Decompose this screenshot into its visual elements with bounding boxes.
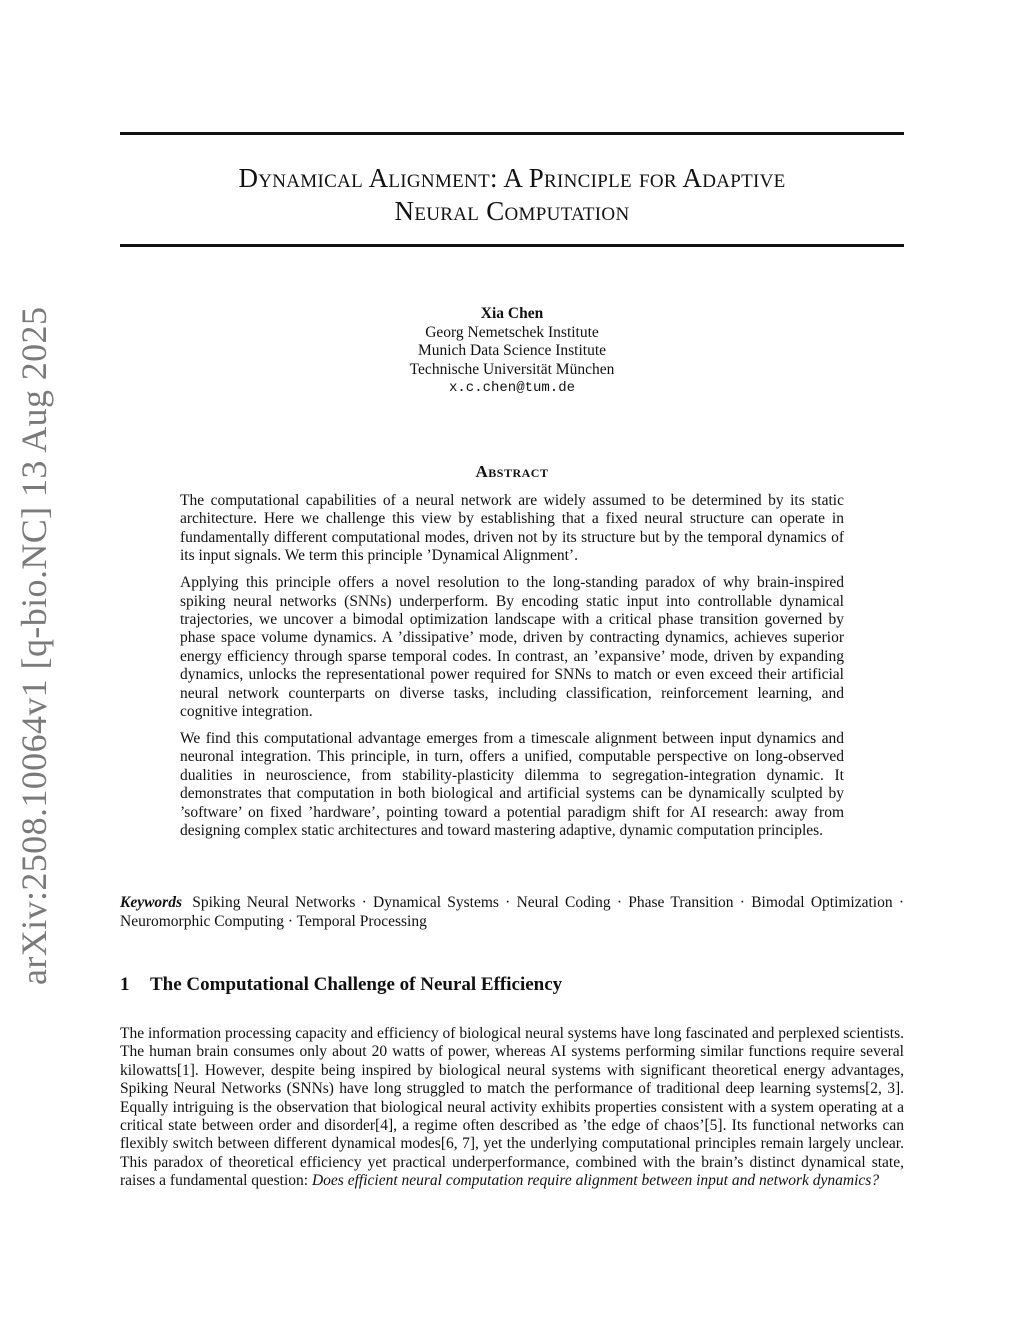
paper-title-line-1: Dynamical Alignment: A Principle for Adaptive bbox=[238, 163, 786, 193]
abstract-paragraph: The computational capabilities of a neural network are widely assumed to be determined by its static architecture. Here we challenge this view by establishing that a fixed neural structure can operate in fundamentally different computational modes, driven not by its structure but by the temporal dynamics of its input signals. We term this principle ’Dynamical Alignment’. bbox=[180, 492, 844, 565]
body-text: The information processing capacity and efficiency of biological neural systems have long fascinated and perplexed scientists. The human brain consumes only about 20 watts of power, whereas AI systems performing similar functions require several kilowatts[1]. However, despite being inspired by biological neural systems with significant theoretical energy advantages, Spiking Neural Networks (SNNs) have long struggled to match the performance of traditional deep learning systems[2, 3]. Equally intriguing is the observation that biological neural activity exhibits properties consistent with a system operating at a critical state between order and disorder[4], a regime often described as ’the edge of chaos’[5]. Its functional networks can flexibly switch between different dynamical modes[6, 7], yet the underlying computational principles remain largely unclear. This paradox of theoretical efficiency yet practical underperformance, combined with the brain’s distinct dynamical state, raises a fundamental question: bbox=[120, 1025, 904, 1190]
section-title: The Computational Challenge of Neural Efficiency bbox=[150, 974, 563, 995]
abstract-paragraph: Applying this principle offers a novel resolution to the long-standing paradox of why brain-inspired spiking neural networks (SNNs) underperform. By encoding static input into controllable dynamical trajectories, we uncover a bimodal optimization landscape with a critical phase transition governed by phase space volume dynamics. A ’dissipative’ mode, driven by contracting dynamics, achieves superior energy efficiency through sparse temporal codes. In contrast, an ’expansive’ mode, driven by expanding dynamics, unlocks the representational power required for SNNs to match or even exceed their artificial neural network counterparts on diverse tasks, including classification, reinforcement learning, and cognitive integration. bbox=[180, 574, 844, 720]
section-body-paragraph bbox=[120, 1025, 904, 1191]
abstract-heading: Abstract bbox=[475, 462, 549, 481]
keywords-label: Keywords bbox=[120, 894, 182, 911]
author-affiliation: Munich Data Science Institute bbox=[417, 342, 607, 359]
arxiv-identifier: arXiv:2508.10064v1 [q-bio.NC] 13 Aug 2025 bbox=[14, 306, 54, 985]
section-heading bbox=[120, 973, 562, 997]
keywords-list: Spiking Neural Networks · Dynamical Systems · Neural Coding · Phase Transition · Bimodal Optimization · Neuromorphic Computing · Temporal Processing bbox=[120, 894, 905, 930]
abstract-paragraph: We find this computational advantage emerges from a timescale alignment between input dynamics and neuronal integration. This principle, in turn, offers a unified, computable perspective on long-observed dualities in neuroscience, from stability-plasticity dilemma to segregation-integration dynamic. It demonstrates that computation in both biological and artificial systems can be dynamically sculpted by ’software’ on fixed ’hardware’, pointing toward a potential paradigm shift for AI research: away from designing complex static architectures and toward mastering adaptive, dynamic computation principles. bbox=[180, 729, 844, 839]
author-affiliation: Technische Universität München bbox=[409, 360, 615, 378]
author-block bbox=[120, 305, 904, 398]
author-name: Xia Chen bbox=[480, 305, 544, 322]
title-rule-bottom bbox=[120, 244, 904, 247]
section-number: 1 bbox=[120, 974, 130, 995]
paper-title-line-2: Neural Computation bbox=[394, 196, 630, 226]
body-question: Does efficient neural computation require alignment between input and network dynamics? bbox=[311, 1172, 880, 1190]
author-email[interactable]: x.c.chen@tum.de bbox=[448, 380, 576, 396]
author-affiliation: Georg Nemetschek Institute bbox=[425, 323, 599, 341]
keywords bbox=[120, 894, 904, 931]
abstract-body bbox=[180, 492, 844, 849]
title-rule-top bbox=[120, 132, 904, 135]
